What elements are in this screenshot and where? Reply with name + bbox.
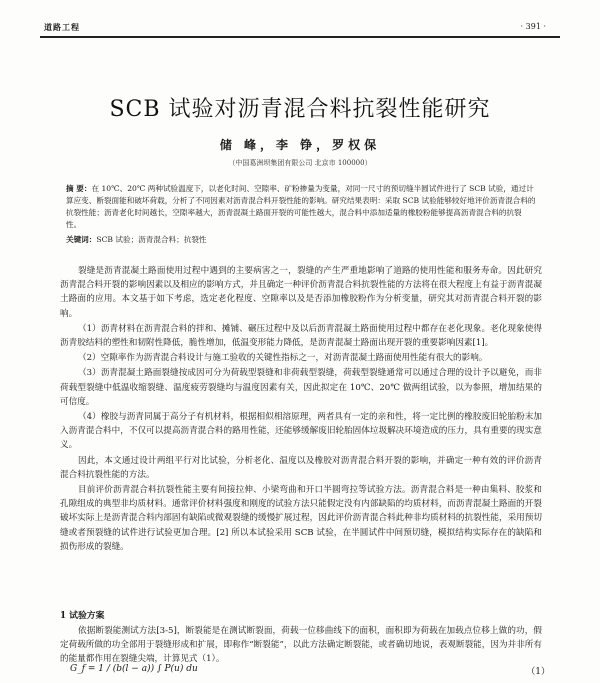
abstract-label: 摘 要： — [66, 184, 92, 193]
authors: 储 峰，李 铮，罗权保 — [219, 138, 381, 152]
abstract — [66, 183, 536, 231]
paragraph: （2）空隙率作为沥青混合料设计与施工验收的关键性指标之一，对沥青混凝土路面使用性能有很大的影响。 — [78, 353, 488, 364]
equation-text: G_f = 1 / (b(l − a)) ∫ P(u) du — [70, 664, 198, 674]
header-rule — [40, 36, 560, 38]
body-text — [60, 264, 542, 555]
paragraph: （1）沥青材料在沥青混合料的拌和、摊铺、碾压过程中及以后沥青混凝土路面使用过程中都存在老化现象。老化现象使得沥青胶结料的塑性和韧附性降低，脆性增加，低温变形能力降低，是沥青混凝土路面出现开裂的重要影响因素[1]。 — [60, 323, 542, 349]
keywords-text: SCB 试验；沥青混合料；抗裂性 — [96, 235, 207, 244]
equation-number: （1） — [526, 667, 550, 677]
paragraph: 目前评价沥青混合料抗裂性能主要有间接拉伸、小梁弯曲和开口半圆弯拉等试验方法。沥青混合料是一种由集料、胶浆和孔隙组成的典型非均质材料。通常评价材料强度和刚度的试验方法只能假定没有内部缺陷的均质材料，而沥青混凝土路面的开裂破坏实际上是沥青混合料内部固有缺陷或微观裂缝的缓慢扩展过程，因此评价沥青混合料此种非均质材料的抗裂性能，采用预切缝或者预裂缝的试件进行试验更加合理。[2] 所以本试验采用 SCB 试验，在半圆试件中间预切缝，模拟结构实际存在的缺陷和损伤形成的裂缝。 — [60, 485, 542, 552]
paragraph: （4）橡胶与沥青同属于高分子有机材料，根据相似相溶原理，两者具有一定的亲和性，将一定比例的橡胶废旧轮胎粉末加入沥青混合料中，不仅可以提高沥青混合料的路用性能，还能够缓解废旧轮胎固体垃圾解决环境造成的压力，具有重要的现实意义。 — [60, 412, 542, 451]
section-heading: 1 试验方案 — [60, 611, 105, 621]
paragraph: （3）沥青混凝土路面裂缝按成因可分为荷载型裂缝和非荷载型裂缝，荷载型裂缝通常可以通过合理的设计予以避免，而非荷载型裂缝中低温收缩裂缝、温度疲劳裂缝均与温度因素有关，因此拟定在 10℃、20℃ 做两组试验，以为参照，增加结果的可信度。 — [60, 368, 542, 407]
affiliation: （中国葛洲坝集团有限公司 北京市 100000） — [228, 159, 372, 167]
paragraph: 依据断裂能测试方法[3-5]，断裂能是在测试断裂面，荷载一位移曲线下的面积，面积即为荷载在加载点位移上做的功，假定荷载所做的功全部用于裂缝形成和扩展，即称作“断裂能”，以此方法确定断裂能，或者确切地说，表观断裂能，因为并非所有的能量都作用在裂缝尖端，计算见式（1）。 — [60, 626, 542, 665]
section-body — [60, 624, 542, 667]
abstract-text: 在 10℃、20℃ 两种试验温度下，以老化时间、空隙率、矿粉掺量为变量，对同一尺寸的预切缝半圆试件进行了 SCB 试验，通过计算应变、断裂面能和破坏荷载，分析了不同因素对沥青混合料开裂性能的影响。研究结果表明：采取 SCB 试验能够较好地评价沥青混合料的抗裂性能；沥青老化时间越长，空隙率越大，沥青混凝土路面开裂的可能性越大，混合料中添加适量的橡胶粉能够提高沥青混合料的抗裂性。 — [66, 184, 536, 229]
page-number: · 391 · — [520, 22, 546, 31]
paragraph: 裂缝是沥青混凝土路面使用过程中遇到的主要病害之一，裂缝的产生严重地影响了道路的使用性能和服务寿命。因此研究沥青混合料开裂的影响因素以及相应的影响方式，并且确定一种评价沥青混合料抗裂性能的方法将在很大程度上有益于沥青混凝土路面的应用。本文基于如下考虑，选定老化程度、空隙率以及是否添加橡胶粉作为分析变量，研究其对沥青混合料开裂的影响。 — [60, 266, 542, 319]
journal-name: 道路工程 — [44, 22, 80, 32]
keywords-label: 关键词： — [66, 235, 97, 244]
paragraph: 因此，本文通过设计两组平行对比试验，分析老化、温度以及橡胶对沥青混合料开裂的影响，并确定一种有效的评价沥青混合料抗裂性能的方法。 — [60, 455, 542, 480]
paper-title: SCB 试验对沥青混合料抗裂性能研究 — [109, 97, 491, 122]
equation — [70, 664, 550, 677]
keywords — [66, 234, 536, 245]
